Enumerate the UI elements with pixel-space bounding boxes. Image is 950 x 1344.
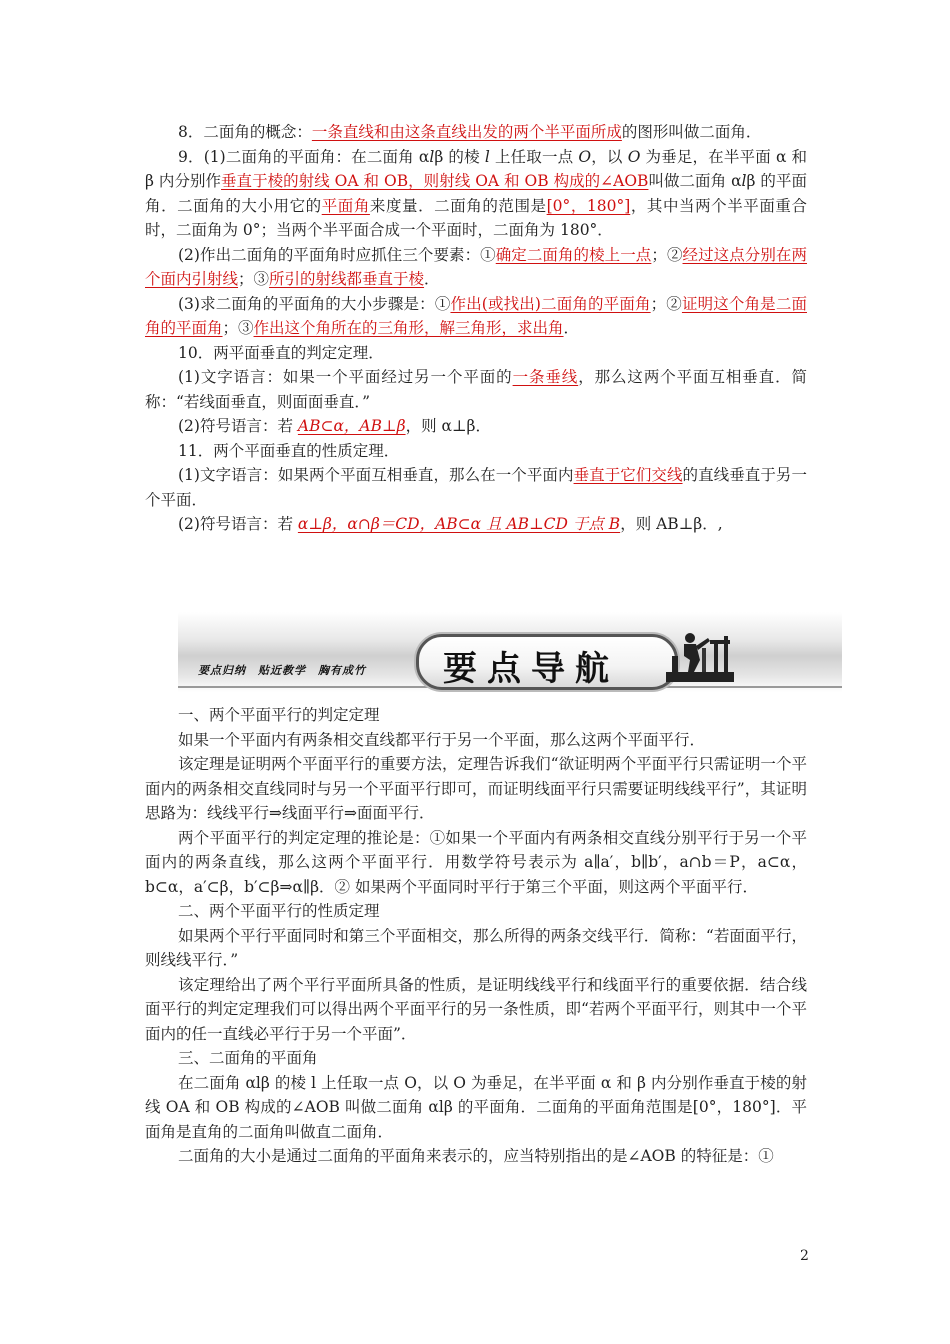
section-banner (178, 612, 842, 692)
answer-blank: 所引的射线都垂直于棱 (269, 270, 425, 288)
item-11-1: (1)文字语言：如果两个平面互相垂直，那么在一个平面内垂直于它们交线的直线垂直于另一个平面． (145, 466, 807, 509)
answer-blank: 一条直线和由这条直线出发的两个半平面所成 (311, 123, 622, 141)
item-10-heading: 10．两平面垂直的判定定理． (178, 343, 384, 362)
review-section (145, 120, 807, 537)
answer-blank: 垂直于它们交线 (573, 466, 683, 484)
answer-blank: 垂直于棱的射线 OA 和 OB，则射线 OA 和 OB 构成的∠AOB (221, 172, 649, 190)
key-points-section (145, 703, 807, 1169)
item-11-heading: 11．两个平面垂直的性质定理． (178, 441, 400, 460)
banner-slogan: 要点归纳 贴近教学 胸有成竹 (198, 664, 366, 677)
answer-blank: 作出这个角所在的三角形，解三角形，求出角 (253, 319, 564, 337)
surveyor-icon (664, 626, 736, 686)
paragraph: 两个平面平行的判定定理的推论是：①如果一个平面内有两条相交直线分别平行于另一个平面内的两条直线，那么这两个平面平行．用数学符号表示为 a∥a′，b∥b′，a∩b＝P，a⊂α，b⊂α，a′⊂β，b′⊂β⇒α∥β．② 如果两个平面同时平行于第三个平面，则这两个平面平行． (145, 828, 807, 896)
section-heading: 三、二面角的平面角 (178, 1049, 318, 1067)
item-9-3: (3)求二面角的平面角的大小步骤是：①作出(或找出)二面角的平面角；②证明这个角是二面角的平面角；③作出这个角所在的三角形，解三角形，求出角． (145, 294, 807, 337)
answer-blank: 一条垂线 (512, 368, 579, 386)
item-11-2: (2)符号语言：若 α⊥β，α∩β＝CD，AB⊂α 且 AB⊥CD 于点 B，则 AB⊥β．, (178, 515, 723, 533)
paragraph: 如果一个平面内有两条相交直线都平行于另一个平面，那么这两个平面平行． (178, 730, 706, 749)
answer-blank: 作出(或找出)二面角的平面角 (450, 294, 651, 313)
banner-title-box (416, 634, 678, 690)
section-heading: 二、两个平面平行的性质定理 (178, 902, 380, 920)
item-10-2: (2)符号语言：若 AB⊂α，AB⊥β，则 α⊥β． (178, 417, 491, 435)
item-9-1: 9．(1)二面角的平面角：在二面角 αlβ 的棱 l 上任取一点 O，以 O 为垂足，在半平面 α 和 β 内分别作垂直于棱的射线 OA 和 OB，则射线 OA 和 OB 构成的∠AOB叫做二面角 αlβ 的平面角．二面角的大小用它的平面角来度量．二面角的范围是[0°，180°]，其中当两个半平面重合时，二面角为 0°；当两个半平面合成一个平面时，二面角为 180°． (145, 147, 808, 239)
item-9-2: (2)作出二面角的平面角时应抓住三个要素：①确定二面角的棱上一点；②经过这点分别在两个面内引射线；③所引的射线都垂直于棱． (145, 245, 807, 288)
answer-blank: 确定二面角的棱上一点 (495, 245, 652, 264)
paragraph: 如果两个平行平面同时和第三个平面相交，那么所得的两条交线平行．简称：“若面面平行，则线线平行．” (145, 926, 807, 969)
banner-title: 要点导航 (443, 649, 619, 689)
page-number: 2 (800, 1248, 809, 1264)
section-heading: 一、两个平面平行的判定定理 (178, 706, 380, 724)
answer-blank: 证明这个角是二面角的平面角 (145, 294, 807, 337)
paragraph: 该定理是证明两个平面平行的重要方法，定理告诉我们“欲证明两个平面平行只需证明一个平面内的两条相交直线同时与另一个平面平行即可，而证明线面平行只需要证明线线平行”，其证明思路为：线线平行⇒线面平行⇒面面平行． (145, 755, 807, 822)
answer-blank: [0°，180°] (546, 196, 631, 215)
answer-blank: α⊥β，α∩β＝CD，AB⊂α 且 AB⊥CD 于点 B (297, 515, 621, 533)
paragraph: 二面角的大小是通过二面角的平面角来表示的，应当特别指出的是∠AOB 的特征是：① (178, 1147, 774, 1165)
answer-blank: 平面角 (321, 196, 370, 215)
paragraph: 在二面角 αlβ 的棱 l 上任取一点 O，以 O 为垂足，在半平面 α 和 β 内分别作垂直于棱的射线 OA 和 OB 构成的∠AOB 叫做二面角 αlβ 的平面角．二面角的平面角范围是[0°，180°]．平面角是直角的二面角叫做直二面角． (145, 1073, 807, 1141)
item-10-1: (1)文字语言：如果一个平面经过另一个平面的一条垂线，那么这两个平面互相垂直．简称：“若线面垂直，则面面垂直．” (145, 368, 807, 411)
paragraph: 该定理给出了两个平行平面所具备的性质，是证明线线平行和线面平行的重要依据．结合线面平行的判定定理我们可以得出两个平面平行的另一条性质，即“若两个平面平行，则其中一个平面内的任一直线必平行于另一个平面”． (145, 975, 807, 1043)
answer-blank: 经过这点分别在两个面内引射线 (145, 245, 807, 288)
answer-blank: AB⊂α，AB⊥β (297, 417, 406, 435)
item-8: 8．二面角的概念：一条直线和由这条直线出发的两个半平面所成的图形叫做二面角． (178, 123, 762, 141)
